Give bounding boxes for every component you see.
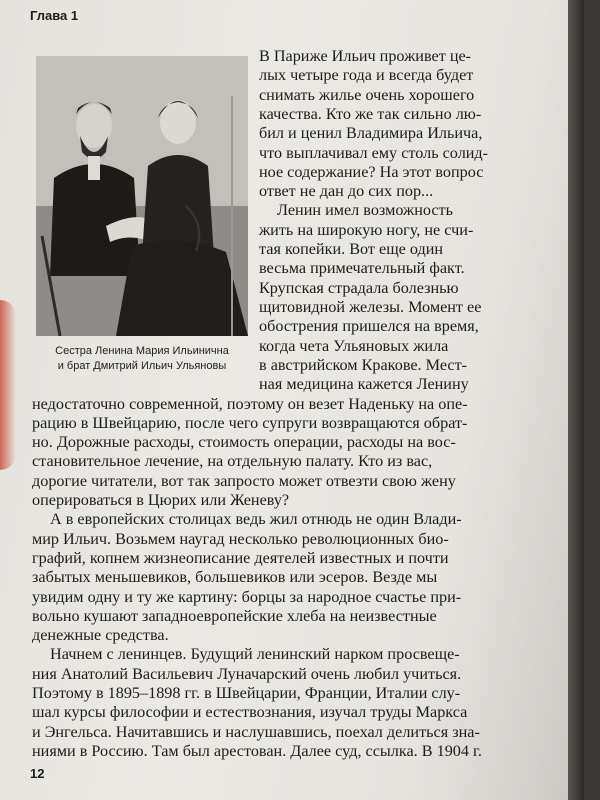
- text-line: ответ не дан до сих пор...: [259, 182, 434, 200]
- text-line: щитовидной железы. Момент ее: [259, 298, 482, 316]
- chapter-header: Глава 1: [30, 8, 79, 23]
- text-line: обострения пришелся на время,: [259, 317, 479, 335]
- page-number: 12: [30, 766, 45, 781]
- text-line: шал курсы философии и естествознания, изучал труды Маркса: [32, 703, 468, 721]
- text-line: ная медицина кажется Ленину: [259, 375, 469, 393]
- text-line: увидим одну и ту же картину: борцы за народное счастье при-: [32, 588, 462, 606]
- text-line: становительное лечение, на отдельную палату. Кто из вас,: [32, 452, 433, 470]
- text-line: А в европейских столицах ведь жил отнюдь не один Влади-: [50, 510, 462, 528]
- text-line: когда чета Ульяновых жила: [259, 337, 449, 355]
- photo-illustration: [36, 56, 248, 336]
- text-line: забытых меньшевиков, большевиков или эсеров. Везде мы: [32, 568, 438, 586]
- text-line: денежные средства.: [32, 626, 169, 644]
- text-line: тая копейки. Вот еще один: [259, 240, 444, 258]
- text-line: рацию в Швейцарию, после чего супруги возвращаются обрат-: [32, 414, 468, 432]
- text-line: В Париже Ильич проживет це-: [259, 47, 472, 65]
- text-line: Ленин имел возможность: [277, 201, 454, 219]
- photo-caption: [36, 344, 248, 374]
- text-line: Крупская страдала болезнью: [259, 279, 459, 297]
- text-line: качества. Кто же так сильно лю-: [259, 105, 482, 123]
- text-line: и Энгельса. Начитавшись и наслушавшись, поехал делиться зна-: [32, 723, 480, 741]
- text-line: что выплачивал ему столь солид-: [259, 144, 489, 162]
- page-edge-shadow: [0, 300, 16, 470]
- text-line: Начнем с ленинцев. Будущий ленинский нарком просвеще-: [50, 645, 460, 663]
- text-line: но. Дорожные расходы, стоимость операции, расходы на вос-: [32, 433, 456, 451]
- caption-line: Сестра Ленина Мария Ильинична: [55, 345, 229, 357]
- caption-line: и брат Дмитрий Ильич Ульяновы: [57, 360, 227, 372]
- text-line: графий, копнем жизнеописание деятелей известных и почти: [32, 549, 449, 567]
- text-line: Поэтому в 1895–1898 гг. в Швейцарии, Франции, Италии слу-: [32, 684, 461, 702]
- text-line: снимать жилье очень хорошего: [259, 86, 475, 104]
- book-spine-shadow: [568, 0, 584, 800]
- text-line: лых четыре года и всегда будет: [259, 66, 474, 84]
- text-line: дорогие читатели, вот так запросто может отвезти свою жену: [32, 472, 456, 490]
- text-line: недостаточно современной, поэтому он везет Наденьку на опе-: [32, 395, 468, 413]
- historical-photo: [36, 56, 248, 336]
- text-line: жить на широкую ногу, не счи-: [259, 221, 474, 239]
- text-line: весьма примечательный факт.: [259, 259, 465, 277]
- text-line: ния Анатолий Васильевич Луначарский очень любил учиться.: [32, 665, 462, 683]
- text-line: мир Ильич. Возьмем наугад несколько революционных био-: [32, 530, 449, 548]
- text-line: вольно кушают западноевропейские хлеба на неизвестные: [32, 607, 437, 625]
- text-line: ное содержание? На этот вопрос: [259, 163, 484, 181]
- text-line: ниями в Россию. Там был арестован. Далее суд, ссылка. В 1904 г.: [32, 742, 482, 760]
- text-line: бил и ценил Владимира Ильича,: [259, 124, 483, 142]
- text-line: оперироваться в Цюрих или Женеву?: [32, 491, 290, 509]
- text-line: в австрийском Кракове. Мест-: [259, 356, 468, 374]
